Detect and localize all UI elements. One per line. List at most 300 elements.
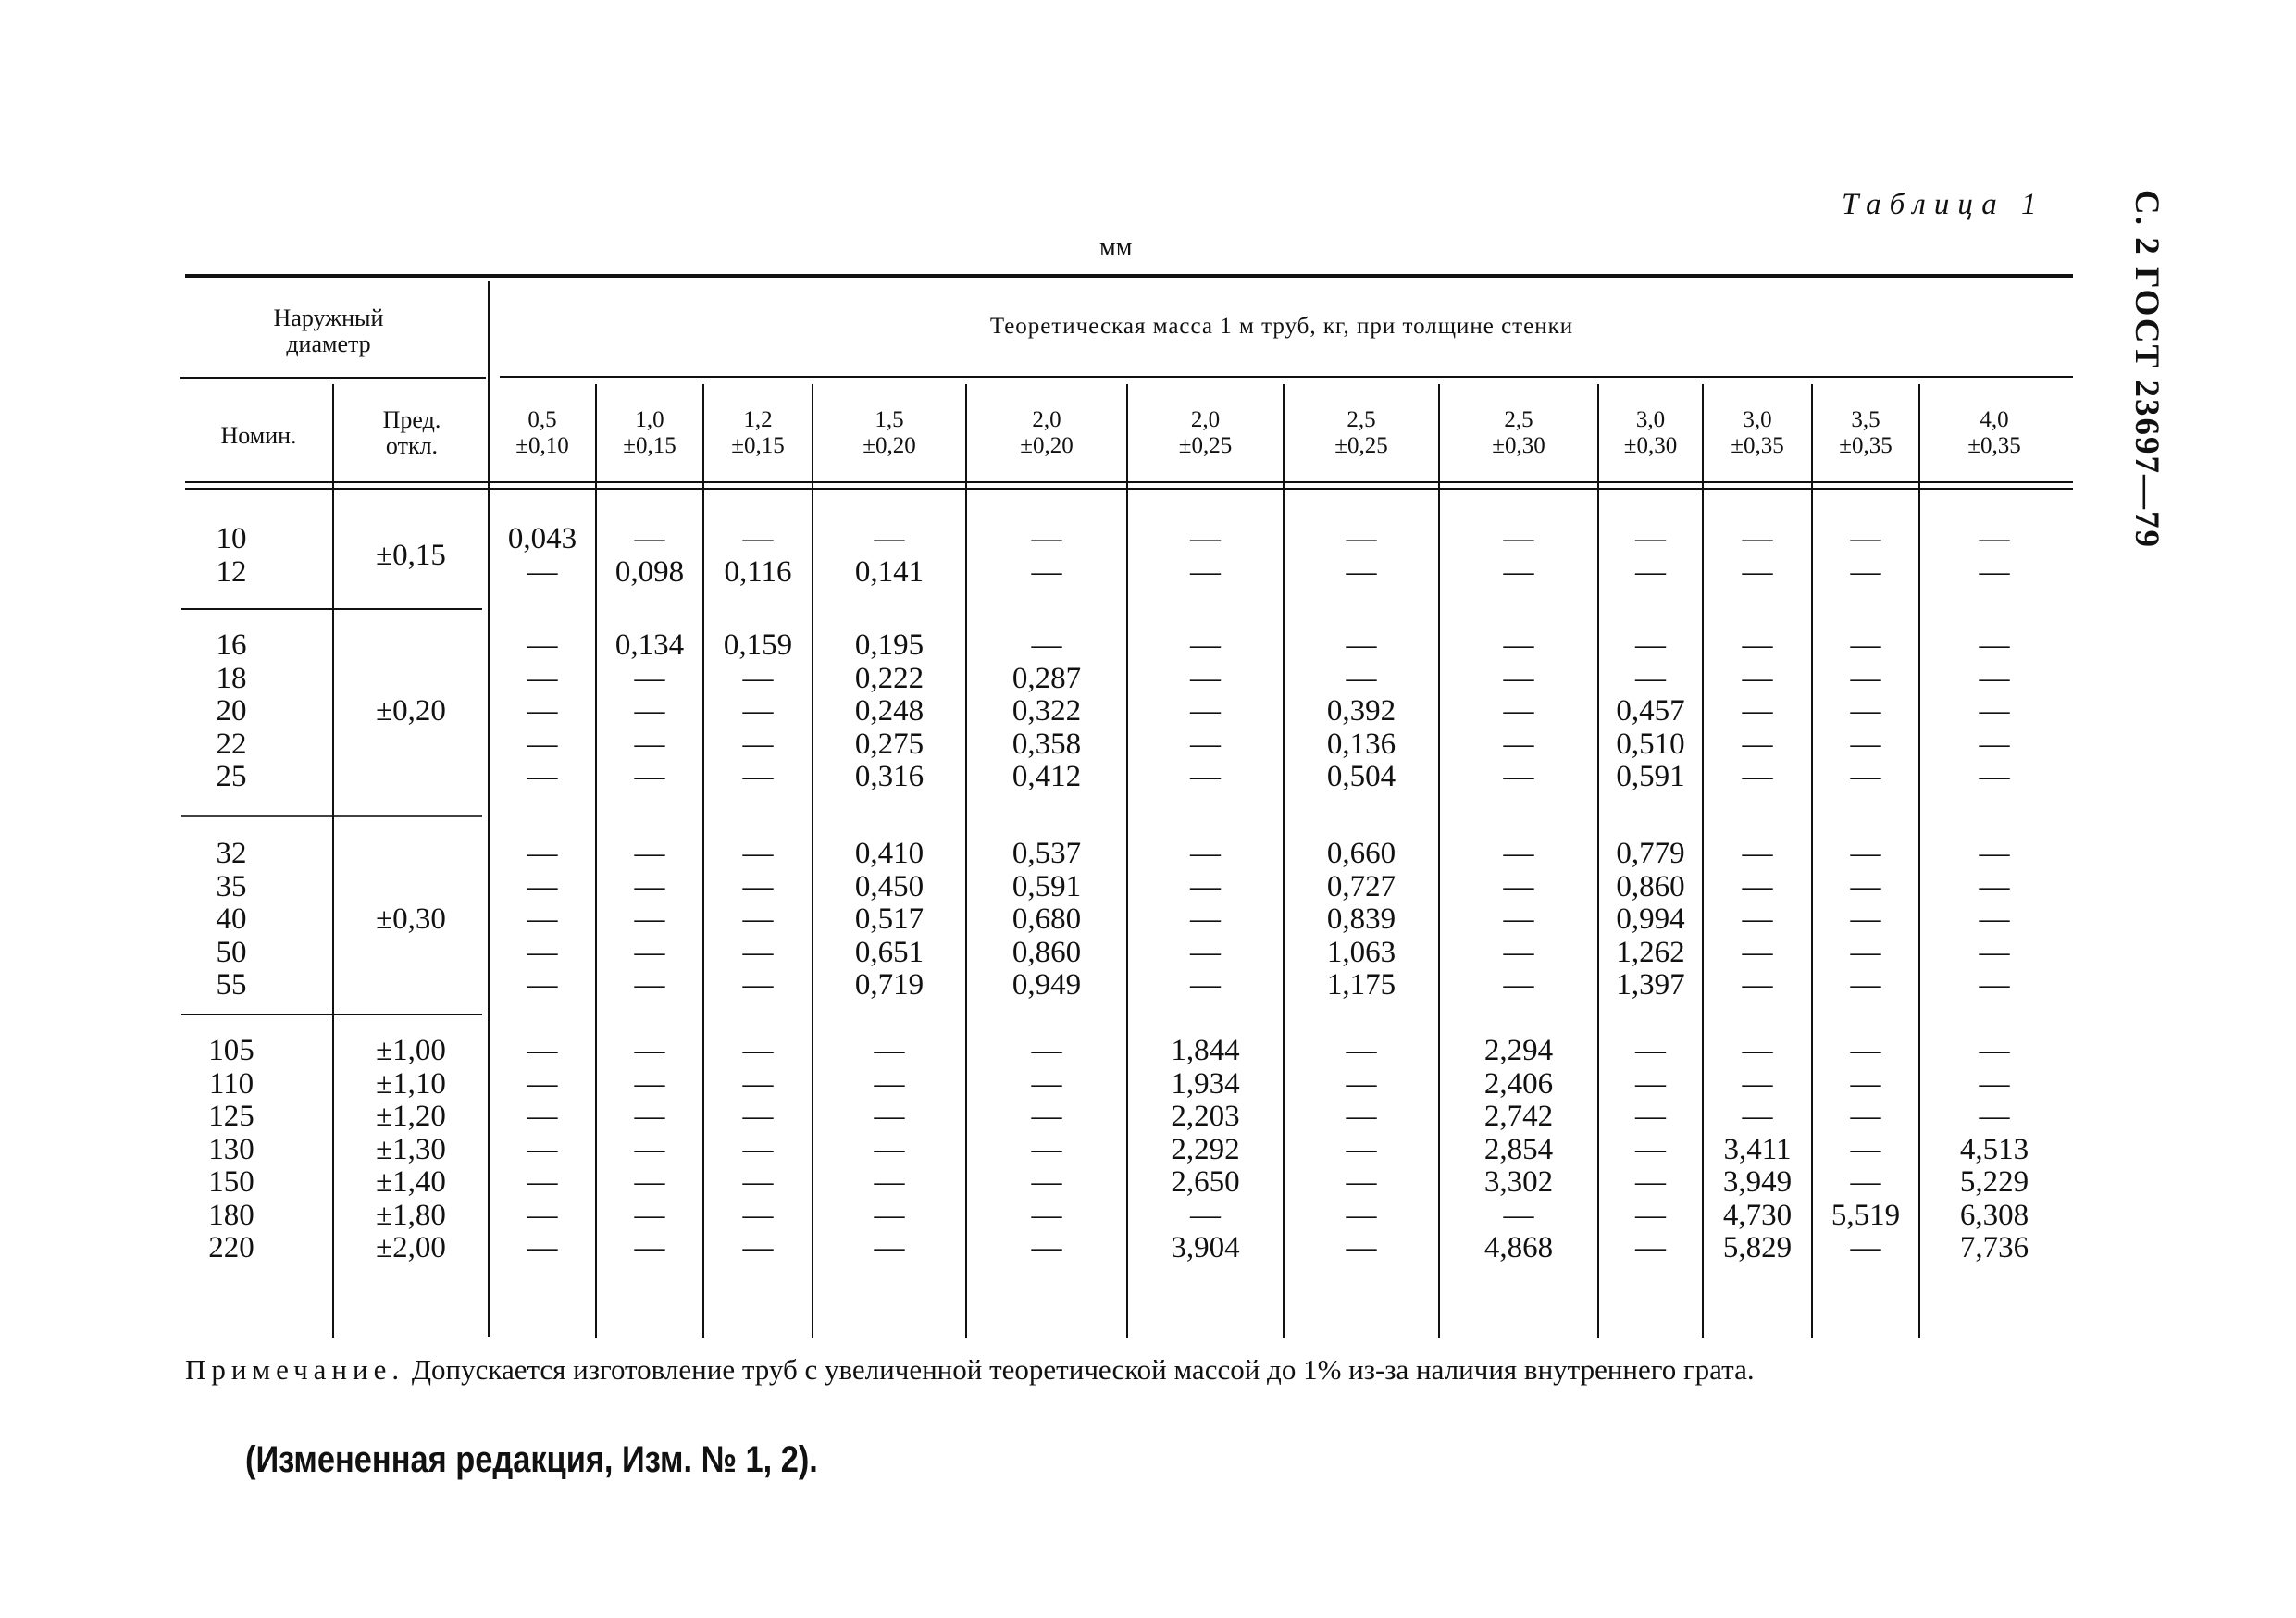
wall-thickness: 3,5	[1851, 407, 1880, 432]
header-nominal: Номин.	[220, 422, 297, 449]
empty-cell-dash: —	[1346, 1231, 1377, 1264]
table-note	[185, 1351, 2073, 1388]
empty-cell-dash: —	[742, 661, 774, 695]
empty-cell-dash: —	[527, 661, 558, 695]
unit-label: мм	[1099, 233, 1133, 262]
diameter-tolerance: ±0,30	[376, 902, 446, 936]
wall-tolerance: ±0,15	[731, 433, 785, 458]
empty-cell-dash: —	[1190, 522, 1221, 555]
mass-value: 0,043	[507, 522, 577, 555]
empty-cell-dash: —	[742, 968, 774, 1002]
mass-value: 0,358	[1011, 727, 1082, 761]
mass-value: 0,222	[854, 661, 925, 695]
diameter-tolerance: ±1,30	[376, 1132, 446, 1166]
header-wall-column	[1599, 407, 1702, 459]
empty-cell-dash: —	[742, 837, 774, 870]
empty-cell-dash: —	[1742, 661, 1773, 695]
empty-cell-dash: —	[527, 1132, 558, 1166]
nominal-diameter: 40	[216, 902, 247, 936]
empty-cell-dash: —	[1850, 869, 1881, 903]
empty-cell-dash: —	[1635, 1165, 1666, 1199]
empty-cell-dash: —	[1503, 629, 1534, 662]
empty-cell-dash: —	[1742, 968, 1773, 1002]
empty-cell-dash: —	[1031, 1198, 1062, 1232]
wall-tolerance: ±0,35	[1839, 433, 1893, 458]
empty-cell-dash: —	[634, 1165, 665, 1199]
empty-cell-dash: —	[527, 554, 558, 589]
empty-cell-dash: —	[1503, 935, 1534, 969]
header-wall-column	[597, 407, 702, 459]
header-right-rule	[500, 376, 2073, 378]
mass-value: 0,591	[1011, 869, 1082, 903]
empty-cell-dash: —	[1742, 869, 1773, 903]
mass-value: 0,779	[1616, 837, 1685, 870]
mass-value: 0,651	[854, 935, 925, 969]
empty-cell-dash: —	[1979, 694, 2010, 728]
header-left-rule	[180, 377, 486, 379]
mass-value: 1,397	[1616, 968, 1685, 1002]
header-double-rule-2	[185, 488, 2073, 490]
wall-thickness: 1,2	[743, 407, 773, 432]
header-wall-column	[1440, 407, 1597, 459]
empty-cell-dash: —	[1979, 522, 2010, 555]
empty-cell-dash: —	[742, 727, 774, 761]
mass-value: 2,742	[1483, 1100, 1554, 1133]
wall-tolerance: ±0,10	[515, 433, 569, 458]
diameter-tolerance: ±1,10	[376, 1066, 446, 1101]
empty-cell-dash: —	[742, 1100, 774, 1133]
wall-thickness: 2,5	[1504, 407, 1533, 432]
empty-cell-dash: —	[634, 694, 665, 728]
empty-cell-dash: —	[1742, 1034, 1773, 1067]
empty-cell-dash: —	[874, 1132, 905, 1166]
wall-thickness: 4,0	[1980, 407, 2009, 432]
mass-value: 0,195	[854, 629, 925, 662]
mass-value: 2,650	[1171, 1165, 1240, 1199]
mass-value: 0,275	[854, 727, 925, 761]
empty-cell-dash: —	[1979, 727, 2010, 761]
empty-cell-dash: —	[874, 1100, 905, 1133]
empty-cell-dash: —	[1346, 522, 1377, 555]
empty-cell-dash: —	[1850, 694, 1881, 728]
nominal-diameter: 55	[216, 968, 247, 1002]
empty-cell-dash: —	[1635, 1100, 1666, 1133]
empty-cell-dash: —	[742, 760, 774, 793]
empty-cell-dash: —	[1979, 629, 2010, 662]
empty-cell-dash: —	[527, 1231, 558, 1264]
top-rule	[185, 274, 2073, 278]
empty-cell-dash: —	[742, 694, 774, 728]
empty-cell-dash: —	[1742, 727, 1773, 761]
mass-value: 3,302	[1483, 1165, 1554, 1199]
empty-cell-dash: —	[742, 869, 774, 903]
empty-cell-dash: —	[1979, 760, 2010, 793]
empty-cell-dash: —	[874, 1165, 905, 1199]
empty-cell-dash: —	[874, 1034, 905, 1067]
empty-cell-dash: —	[1346, 1165, 1377, 1199]
empty-cell-dash: —	[742, 1034, 774, 1067]
empty-cell-dash: —	[742, 935, 774, 969]
mass-value: 4,730	[1722, 1198, 1793, 1232]
empty-cell-dash: —	[1190, 1198, 1221, 1232]
empty-cell-dash: —	[1346, 1132, 1377, 1166]
empty-cell-dash: —	[742, 1066, 774, 1101]
empty-cell-dash: —	[527, 1100, 558, 1133]
empty-cell-dash: —	[1742, 902, 1773, 936]
empty-cell-dash: —	[1635, 554, 1666, 589]
empty-cell-dash: —	[1850, 837, 1881, 870]
mass-value: 2,854	[1483, 1132, 1554, 1166]
empty-cell-dash: —	[634, 902, 665, 936]
empty-cell-dash: —	[742, 522, 774, 555]
mass-value: 3,411	[1723, 1132, 1792, 1166]
empty-cell-dash: —	[1850, 902, 1881, 936]
empty-cell-dash: —	[1346, 1100, 1377, 1133]
nominal-diameter: 20	[216, 694, 247, 728]
diameter-tolerance: ±1,80	[376, 1198, 446, 1232]
empty-cell-dash: —	[634, 935, 665, 969]
empty-cell-dash: —	[527, 1165, 558, 1199]
empty-cell-dash: —	[1635, 661, 1666, 695]
empty-cell-dash: —	[742, 1198, 774, 1232]
mass-value: 0,860	[1616, 869, 1685, 903]
empty-cell-dash: —	[1742, 629, 1773, 662]
mass-value: 0,839	[1326, 902, 1396, 936]
empty-cell-dash: —	[527, 1034, 558, 1067]
mass-value: 0,504	[1326, 760, 1396, 793]
mass-value: 0,457	[1616, 694, 1685, 728]
nominal-diameter: 150	[208, 1165, 254, 1199]
empty-cell-dash: —	[1190, 727, 1221, 761]
mass-value: 0,136	[1326, 727, 1396, 761]
empty-cell-dash: —	[874, 1066, 905, 1101]
nominal-diameter: 220	[208, 1231, 254, 1264]
diameter-tolerance: ±1,00	[376, 1034, 446, 1067]
empty-cell-dash: —	[1031, 1100, 1062, 1133]
mass-value: 4,868	[1483, 1231, 1554, 1264]
diameter-tolerance: ±0,20	[376, 694, 446, 728]
nominal-diameter: 50	[216, 935, 247, 969]
wall-thickness: 3,0	[1635, 407, 1666, 432]
empty-cell-dash: —	[527, 902, 558, 936]
mass-value: 0,680	[1011, 902, 1082, 936]
mass-value: 2,292	[1171, 1132, 1240, 1166]
nominal-diameter: 110	[208, 1066, 254, 1101]
empty-cell-dash: —	[1190, 902, 1221, 936]
empty-cell-dash: —	[1850, 522, 1881, 555]
empty-cell-dash: —	[742, 1165, 774, 1199]
empty-cell-dash: —	[1635, 522, 1666, 555]
empty-cell-dash: —	[634, 1198, 665, 1232]
empty-cell-dash: —	[1503, 694, 1534, 728]
mass-value: 2,203	[1171, 1100, 1240, 1133]
mass-value: 0,392	[1326, 694, 1396, 728]
empty-cell-dash: —	[1190, 760, 1221, 793]
wall-thickness: 2,0	[1190, 407, 1221, 432]
mass-value: 0,517	[854, 902, 925, 936]
note-label: Примечание.	[185, 1353, 405, 1386]
wall-thickness: 3,0	[1743, 407, 1772, 432]
mass-value: 5,229	[1959, 1165, 2029, 1199]
header-tolerance: Пред. откл.	[382, 406, 441, 459]
mass-value: 0,248	[854, 694, 925, 728]
empty-cell-dash: —	[1031, 1132, 1062, 1166]
empty-cell-dash: —	[527, 760, 558, 793]
empty-cell-dash: —	[1503, 554, 1534, 589]
header-wall-column	[490, 407, 595, 459]
mass-value: 0,410	[854, 837, 925, 870]
empty-cell-dash: —	[1346, 629, 1377, 662]
nominal-diameter: 18	[216, 661, 247, 695]
empty-cell-dash: —	[1190, 935, 1221, 969]
empty-cell-dash: —	[1503, 760, 1534, 793]
wall-tolerance: ±0,25	[1334, 433, 1388, 458]
header-wall-column	[704, 407, 812, 459]
empty-cell-dash: —	[634, 1034, 665, 1067]
empty-cell-dash: —	[1850, 1034, 1881, 1067]
empty-cell-dash: —	[1850, 935, 1881, 969]
empty-cell-dash: —	[527, 694, 558, 728]
empty-cell-dash: —	[1850, 1066, 1881, 1101]
empty-cell-dash: —	[527, 968, 558, 1002]
empty-cell-dash: —	[634, 661, 665, 695]
mass-value: 2,294	[1483, 1034, 1554, 1067]
empty-cell-dash: —	[1503, 902, 1534, 936]
nominal-diameter: 25	[216, 760, 247, 793]
empty-cell-dash: —	[874, 522, 905, 555]
nominal-diameter: 16	[216, 629, 247, 662]
empty-cell-dash: —	[1503, 837, 1534, 870]
wall-tolerance: ±0,35	[1731, 433, 1784, 458]
empty-cell-dash: —	[742, 1132, 774, 1166]
mass-value: 0,660	[1326, 837, 1396, 870]
mass-value: 0,949	[1011, 968, 1082, 1002]
diameter-tolerance: ±1,40	[376, 1165, 446, 1199]
empty-cell-dash: —	[634, 727, 665, 761]
nominal-diameter: 32	[216, 837, 247, 870]
note-text: Допускается изготовление труб с увеличенной теоретической массой до 1% из-за наличия внутреннего грата.	[404, 1353, 1755, 1386]
mass-value: 0,994	[1616, 902, 1685, 936]
mass-value: 0,412	[1011, 760, 1082, 793]
wall-tolerance: ±0,20	[863, 433, 916, 458]
empty-cell-dash: —	[1742, 554, 1773, 589]
empty-cell-dash: —	[634, 760, 665, 793]
empty-cell-dash: —	[1031, 1231, 1062, 1264]
empty-cell-dash: —	[1503, 869, 1534, 903]
mass-value: 0,727	[1326, 869, 1396, 903]
empty-cell-dash: —	[1979, 1066, 2010, 1101]
empty-cell-dash: —	[1190, 694, 1221, 728]
empty-cell-dash: —	[1742, 1066, 1773, 1101]
empty-cell-dash: —	[1979, 1034, 2010, 1067]
wall-thickness: 1,0	[635, 407, 664, 432]
mass-value: 0,316	[854, 760, 925, 793]
nominal-diameter: 22	[216, 727, 247, 761]
mass-value: 5,519	[1831, 1198, 1901, 1232]
empty-cell-dash: —	[1635, 1066, 1666, 1101]
empty-cell-dash: —	[1742, 837, 1773, 870]
empty-cell-dash: —	[1031, 629, 1062, 662]
empty-cell-dash: —	[1979, 837, 2010, 870]
empty-cell-dash: —	[1742, 522, 1773, 555]
mass-value: 0,098	[614, 554, 685, 589]
wall-tolerance: ±0,25	[1178, 433, 1233, 458]
mass-value: 2,406	[1483, 1066, 1554, 1101]
mass-value: 0,537	[1011, 837, 1082, 870]
empty-cell-dash: —	[1635, 1132, 1666, 1166]
diameter-tolerance: ±1,20	[376, 1100, 446, 1133]
empty-cell-dash: —	[1979, 554, 2010, 589]
mass-value: 0,134	[614, 629, 685, 662]
empty-cell-dash: —	[634, 522, 665, 555]
empty-cell-dash: —	[1850, 1231, 1881, 1264]
header-wall-column	[813, 407, 965, 459]
mass-value: 0,510	[1616, 727, 1685, 761]
empty-cell-dash: —	[634, 1231, 665, 1264]
empty-cell-dash: —	[1190, 869, 1221, 903]
empty-cell-dash: —	[1031, 1034, 1062, 1067]
empty-cell-dash: —	[1635, 1231, 1666, 1264]
empty-cell-dash: —	[1979, 902, 2010, 936]
empty-cell-dash: —	[1503, 968, 1534, 1002]
empty-cell-dash: —	[1850, 1100, 1881, 1133]
empty-cell-dash: —	[527, 1198, 558, 1232]
empty-cell-dash: —	[1742, 1100, 1773, 1133]
empty-cell-dash: —	[1850, 554, 1881, 589]
header-double-rule-1	[185, 481, 2073, 483]
column-divider	[332, 384, 334, 1338]
mass-value: 0,719	[854, 968, 925, 1002]
mass-value: 1,934	[1171, 1066, 1240, 1101]
empty-cell-dash: —	[1850, 661, 1881, 695]
empty-cell-dash: —	[1031, 522, 1062, 555]
mass-value: 7,736	[1959, 1231, 2029, 1264]
empty-cell-dash: —	[1850, 1165, 1881, 1199]
empty-cell-dash: —	[1503, 1198, 1534, 1232]
empty-cell-dash: —	[1503, 522, 1534, 555]
empty-cell-dash: —	[1635, 629, 1666, 662]
empty-cell-dash: —	[634, 1066, 665, 1101]
wall-tolerance: ±0,30	[1623, 433, 1678, 458]
nominal-diameter: 125	[208, 1100, 254, 1133]
empty-cell-dash: —	[1190, 661, 1221, 695]
mass-value: 0,116	[724, 554, 792, 589]
header-mass-title: Теоретическая масса 1 м труб, кг, при толщине стенки	[989, 314, 1574, 339]
empty-cell-dash: —	[1346, 554, 1377, 589]
empty-cell-dash: —	[742, 902, 774, 936]
mass-value: 6,308	[1959, 1198, 2029, 1232]
empty-cell-dash: —	[1346, 1198, 1377, 1232]
header-wall-column	[1128, 407, 1283, 459]
empty-cell-dash: —	[1742, 935, 1773, 969]
header-wall-column	[1704, 407, 1811, 459]
side-title: С. 2 ГОСТ 23697—79	[2128, 190, 2166, 549]
table-title: Таблица 1	[1842, 188, 2045, 221]
nominal-diameter: 12	[216, 554, 247, 589]
mass-value: 1,844	[1171, 1034, 1240, 1067]
empty-cell-dash: —	[1850, 968, 1881, 1002]
empty-cell-dash: —	[1346, 661, 1377, 695]
wall-tolerance: ±0,15	[623, 433, 676, 458]
empty-cell-dash: —	[1979, 1100, 2010, 1133]
empty-cell-dash: —	[527, 869, 558, 903]
mass-value: 0,860	[1011, 935, 1082, 969]
empty-cell-dash: —	[634, 968, 665, 1002]
header-wall-column	[1813, 407, 1918, 459]
empty-cell-dash: —	[1979, 869, 2010, 903]
amendment-note: (Измененная редакция, Изм. № 1, 2).	[245, 1439, 818, 1480]
empty-cell-dash: —	[1190, 837, 1221, 870]
empty-cell-dash: —	[1742, 694, 1773, 728]
mass-value: 4,513	[1959, 1132, 2029, 1166]
mass-value: 5,829	[1722, 1231, 1793, 1264]
wall-tolerance: ±0,35	[1967, 433, 2021, 458]
header-wall-column	[1285, 407, 1438, 459]
header-wall-column	[1920, 407, 2068, 459]
empty-cell-dash: —	[1031, 1066, 1062, 1101]
header-outer-diameter: Наружный диаметр	[273, 305, 384, 357]
header-wall-column	[967, 407, 1126, 459]
wall-tolerance: ±0,20	[1020, 433, 1074, 458]
wall-thickness: 0,5	[527, 407, 557, 432]
empty-cell-dash: —	[1979, 935, 2010, 969]
empty-cell-dash: —	[1850, 1132, 1881, 1166]
nominal-diameter: 10	[216, 522, 247, 555]
wall-thickness: 2,0	[1032, 407, 1061, 432]
mass-value: 0,159	[723, 629, 793, 662]
mass-value: 0,591	[1616, 760, 1685, 793]
mass-value: 1,063	[1326, 935, 1396, 969]
nominal-diameter: 105	[208, 1034, 254, 1067]
empty-cell-dash: —	[1850, 629, 1881, 662]
empty-cell-dash: —	[1503, 727, 1534, 761]
empty-cell-dash: —	[634, 1132, 665, 1166]
empty-cell-dash: —	[634, 869, 665, 903]
empty-cell-dash: —	[1979, 661, 2010, 695]
nominal-diameter: 130	[208, 1132, 254, 1166]
wall-thickness: 1,5	[875, 407, 904, 432]
mass-value: 0,287	[1011, 661, 1082, 695]
empty-cell-dash: —	[874, 1231, 905, 1264]
mass-value: 1,262	[1616, 935, 1685, 969]
mass-value: 0,450	[854, 869, 925, 903]
empty-cell-dash: —	[527, 935, 558, 969]
nominal-diameter: 180	[208, 1198, 254, 1232]
empty-cell-dash: —	[1635, 1034, 1666, 1067]
empty-cell-dash: —	[1031, 1165, 1062, 1199]
mass-value: 0,141	[854, 554, 925, 589]
empty-cell-dash: —	[1190, 629, 1221, 662]
wall-thickness: 2,5	[1347, 407, 1376, 432]
diameter-tolerance: ±0,15	[376, 538, 446, 572]
wall-tolerance: ±0,30	[1492, 433, 1545, 458]
empty-cell-dash: —	[1850, 760, 1881, 793]
mass-value: 3,949	[1722, 1165, 1793, 1199]
mass-value: 3,904	[1171, 1231, 1240, 1264]
empty-cell-dash: —	[634, 837, 665, 870]
mass-value: 0,322	[1011, 694, 1082, 728]
empty-cell-dash: —	[1346, 1034, 1377, 1067]
empty-cell-dash: —	[1190, 554, 1221, 589]
nominal-diameter: 35	[216, 869, 247, 903]
empty-cell-dash: —	[1979, 968, 2010, 1002]
empty-cell-dash: —	[1503, 661, 1534, 695]
empty-cell-dash: —	[1742, 760, 1773, 793]
empty-cell-dash: —	[874, 1198, 905, 1232]
empty-cell-dash: —	[527, 837, 558, 870]
empty-cell-dash: —	[1635, 1198, 1666, 1232]
empty-cell-dash: —	[1346, 1066, 1377, 1101]
